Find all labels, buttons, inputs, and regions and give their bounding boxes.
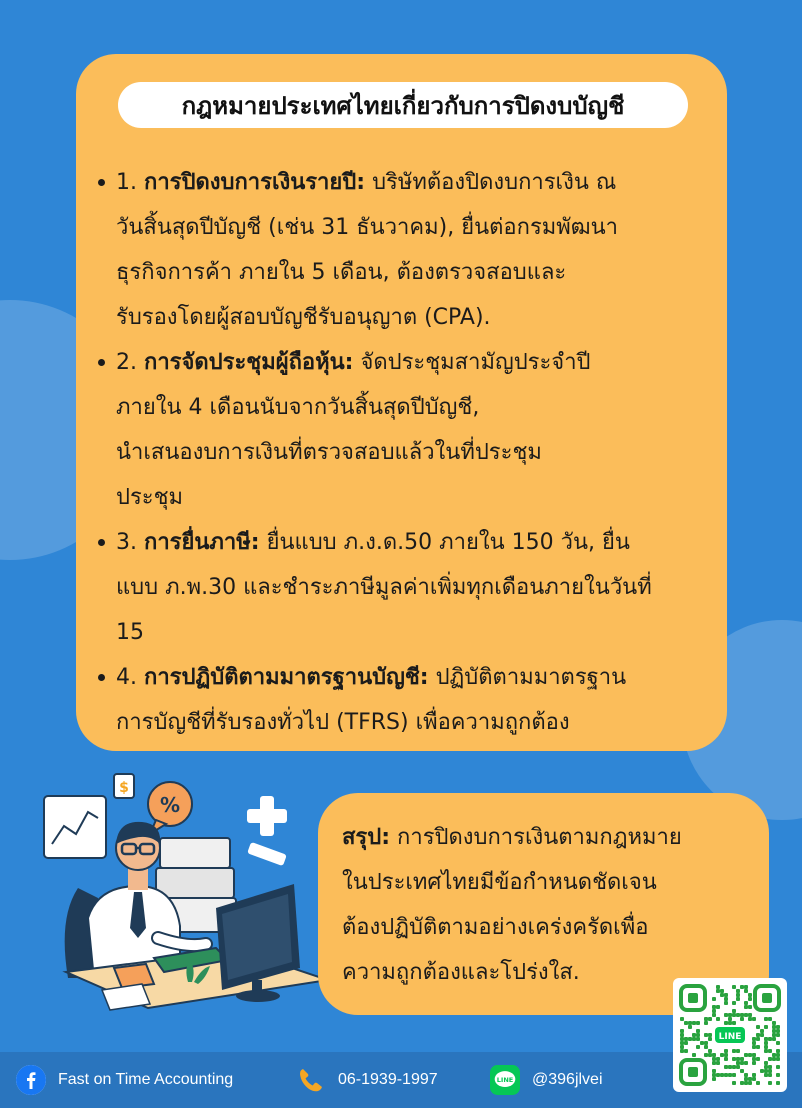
percent-bubble-icon [148, 782, 192, 834]
rule-text: 15 [116, 620, 144, 645]
svg-text:LINE: LINE [718, 1032, 742, 1042]
rule-text: บริษัทต้องปิดงบการเงิน ณ [372, 170, 617, 195]
summary-line: ความถูกต้องและโปร่งใส. [342, 960, 580, 985]
rule-text: ธุรกิจการค้า ภายใน 5 เดือน, ต้องตรวจสอบและ [116, 260, 567, 285]
rule-item-4 [98, 655, 718, 745]
summary-line: ต้องปฏิบัติตามอย่างเคร่งครัดเพื่อ [342, 915, 649, 940]
plus-icon [247, 796, 287, 836]
rule-heading: การจัดประชุมผู้ถือหุ้น: [144, 350, 354, 375]
rule-heading: การปิดงบการเงินรายปี: [144, 170, 366, 195]
rule-number: 2. [116, 350, 137, 375]
svg-text:%: % [159, 793, 181, 817]
facebook-icon [16, 1065, 46, 1095]
phone-icon [296, 1065, 326, 1095]
summary-text [342, 815, 752, 995]
rule-number: 4. [116, 665, 137, 690]
rule-text: ประชุม [116, 485, 184, 510]
minus-icon [247, 842, 287, 866]
rule-item-3 [98, 520, 718, 655]
rule-heading: การปฏิบัติตามมาตรฐานบัญชี: [144, 665, 429, 690]
accountant-illustration [38, 768, 328, 1038]
line-id: @396jlvei [532, 1071, 603, 1088]
rule-text: แบบ ภ.พ.30 และชำระภาษีมูลค่าเพิ่มทุกเดือนภายในวันที่ [116, 575, 652, 600]
rule-text: ภายใน 4 เดือนนับจากวันสิ้นสุดปีบัญชี, [116, 395, 480, 420]
dollar-tag-icon [114, 774, 134, 798]
footer-facebook[interactable] [16, 1064, 233, 1096]
summary-line: การปิดงบการเงินตามกฎหมาย [397, 825, 682, 850]
qr-code-icon [679, 984, 781, 1086]
summary-line: ในประเทศไทยมีข้อกำหนดชัดเจน [342, 870, 657, 895]
rule-item-2 [98, 340, 718, 520]
page-title: กฎหมายประเทศไทยเกี่ยวกับการปิดงบบัญชี [118, 82, 688, 128]
rule-heading: การยื่นภาษี: [144, 530, 260, 555]
rule-number: 1. [116, 170, 137, 195]
line-qr-code[interactable] [673, 978, 787, 1092]
rule-text: วันสิ้นสุดปีบัญชี (เช่น 31 ธันวาคม), ยื่นต่อกรมพัฒนา [116, 215, 619, 240]
rule-number: 3. [116, 530, 137, 555]
rule-text: ปฏิบัติตามมาตรฐาน [435, 665, 627, 690]
footer-phone[interactable] [296, 1064, 438, 1096]
rule-text: ยื่นแบบ ภ.ง.ด.50 ภายใน 150 วัน, ยื่น [266, 530, 630, 555]
line-icon [490, 1065, 520, 1095]
summary-label: สรุป: [342, 825, 391, 850]
rule-item-1 [98, 160, 718, 340]
chart-board-icon [44, 796, 106, 858]
rules-list [98, 160, 718, 745]
calculator-icon [114, 964, 154, 988]
rule-text: จัดประชุมสามัญประจำปี [360, 350, 591, 375]
facebook-page-name: Fast on Time Accounting [58, 1071, 234, 1088]
svg-text:$: $ [119, 780, 129, 796]
svg-text:LINE: LINE [496, 1075, 514, 1084]
rule-text: นำเสนองบการเงินที่ตรวจสอบแล้วในที่ประชุม [116, 440, 542, 465]
rule-text: การบัญชีที่รับรองทั่วไป (TFRS) เพื่อความถูกต้อง [116, 710, 570, 735]
phone-number: 06-1939-1997 [338, 1071, 438, 1088]
rule-text: รับรองโดยผู้สอบบัญชีรับอนุญาต (CPA). [116, 305, 491, 330]
footer-line[interactable] [490, 1064, 603, 1096]
